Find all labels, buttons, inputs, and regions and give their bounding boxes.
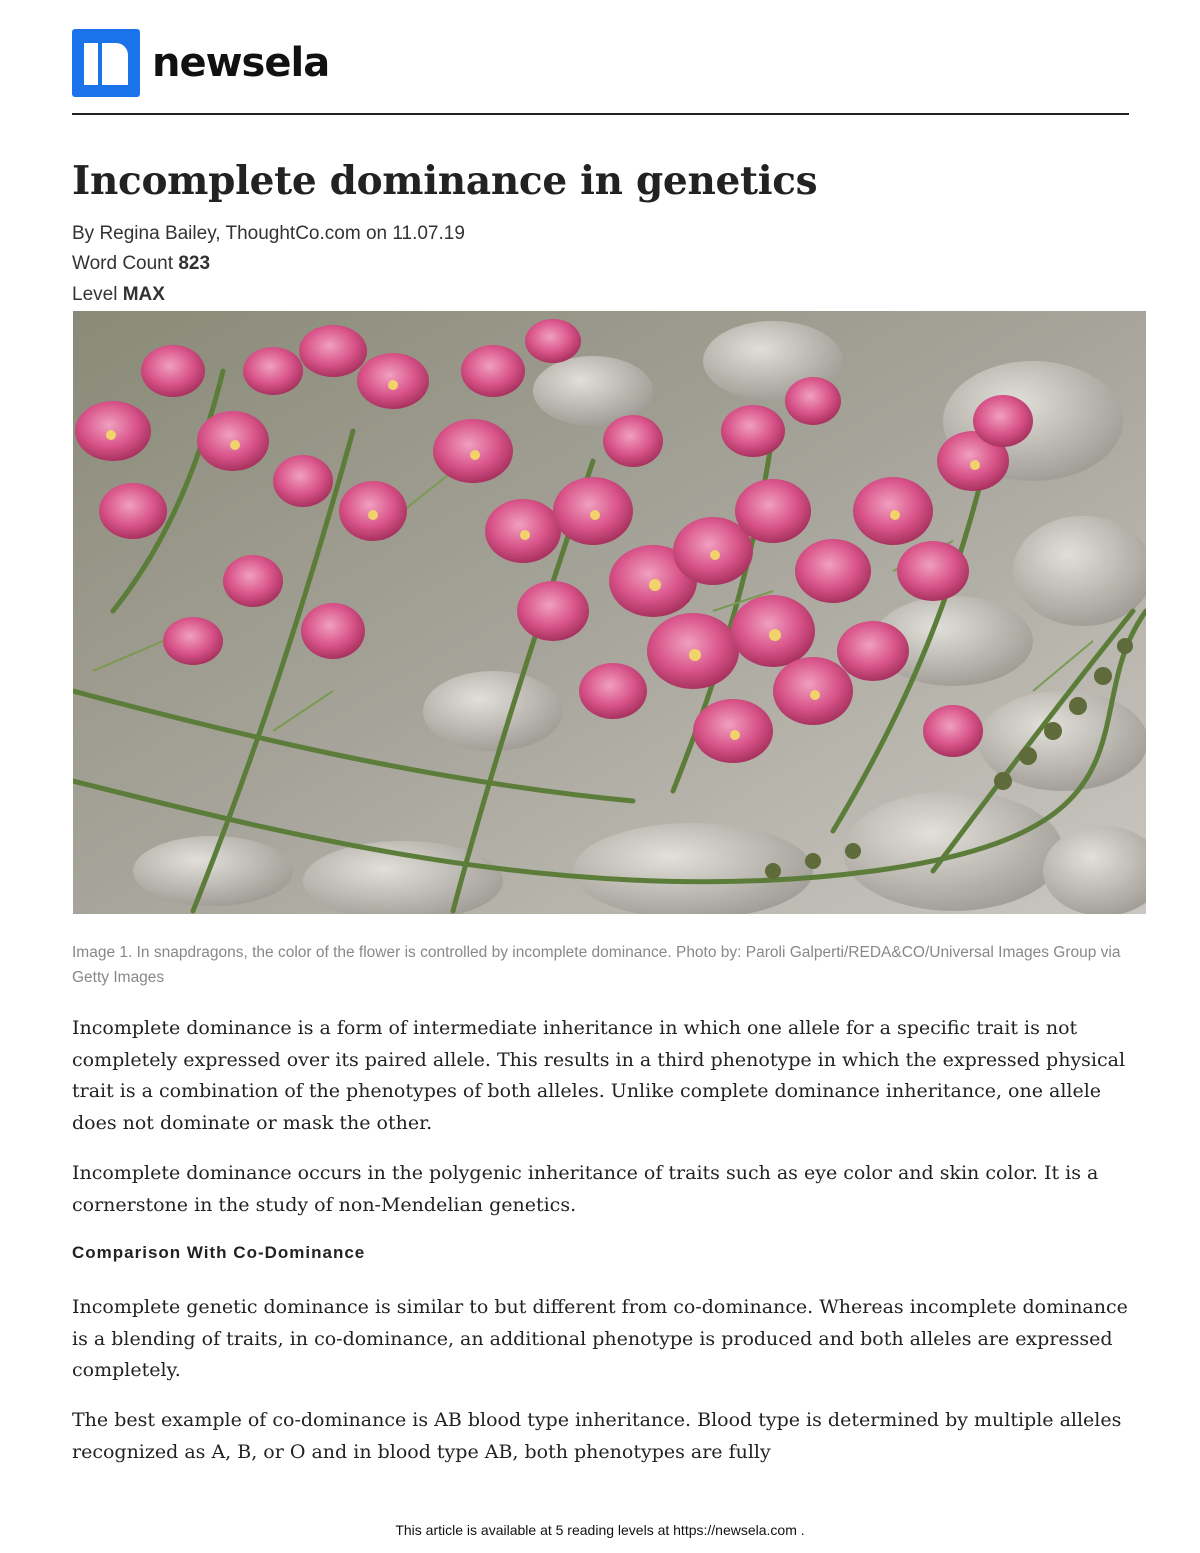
word-count-label: Word Count: [72, 253, 174, 274]
header-divider: [72, 113, 1129, 115]
level-value: MAX: [122, 284, 165, 305]
article-title: Incomplete dominance in genetics: [72, 158, 818, 204]
level-label: Level: [72, 284, 118, 305]
word-count-value: 823: [178, 253, 211, 274]
paragraph-2: Incomplete dominance occurs in the polygenic inheritance of traits such as eye color and skin color. It is a cornerstone in the study of non-Mendelian genetics.: [72, 1162, 1099, 1216]
byline: By Regina Bailey, ThoughtCo.com on 11.07.19: [72, 223, 465, 244]
word-count: [72, 253, 210, 275]
paragraph-1: Incomplete dominance is a form of intermediate inheritance in which one allele for a specific trait is not completely expressed over its paired allele. This results in a third phenotype in which the expressed physical trait is a combination of the phenotypes of both alleles. Unlike complete dominance inheritance, one allele does not dominate or mask the other.: [72, 1017, 1126, 1134]
footer-note: This article is available at 5 reading levels at https://newsela.com .: [395, 1522, 805, 1538]
paragraph-3: Incomplete genetic dominance is similar to but different from co-dominance. Whereas incomplete dominance is a blending of traits, in co-dominance, an additional phenotype is produced and both alleles are expressed completely.: [72, 1296, 1128, 1381]
image-caption: Image 1. In snapdragons, the color of the flower is controlled by incomplete dominance. Photo by: Paroli Galperti/REDA&CO/Universal Images Group via Getty Images: [72, 944, 1121, 986]
newsela-logo[interactable]: [72, 28, 329, 98]
newsela-logo-icon: [72, 29, 140, 97]
brand-name: newsela: [152, 40, 330, 86]
paragraph-4: The best example of co-dominance is AB blood type inheritance. Blood type is determined by multiple alleles recognized as A, B, or O and in blood type AB, both phenotypes are fully: [72, 1409, 1122, 1463]
section-heading: Comparison With Co-Dominance: [72, 1243, 366, 1262]
reading-level: [72, 284, 165, 306]
snapdragon-photo: [73, 311, 1146, 914]
